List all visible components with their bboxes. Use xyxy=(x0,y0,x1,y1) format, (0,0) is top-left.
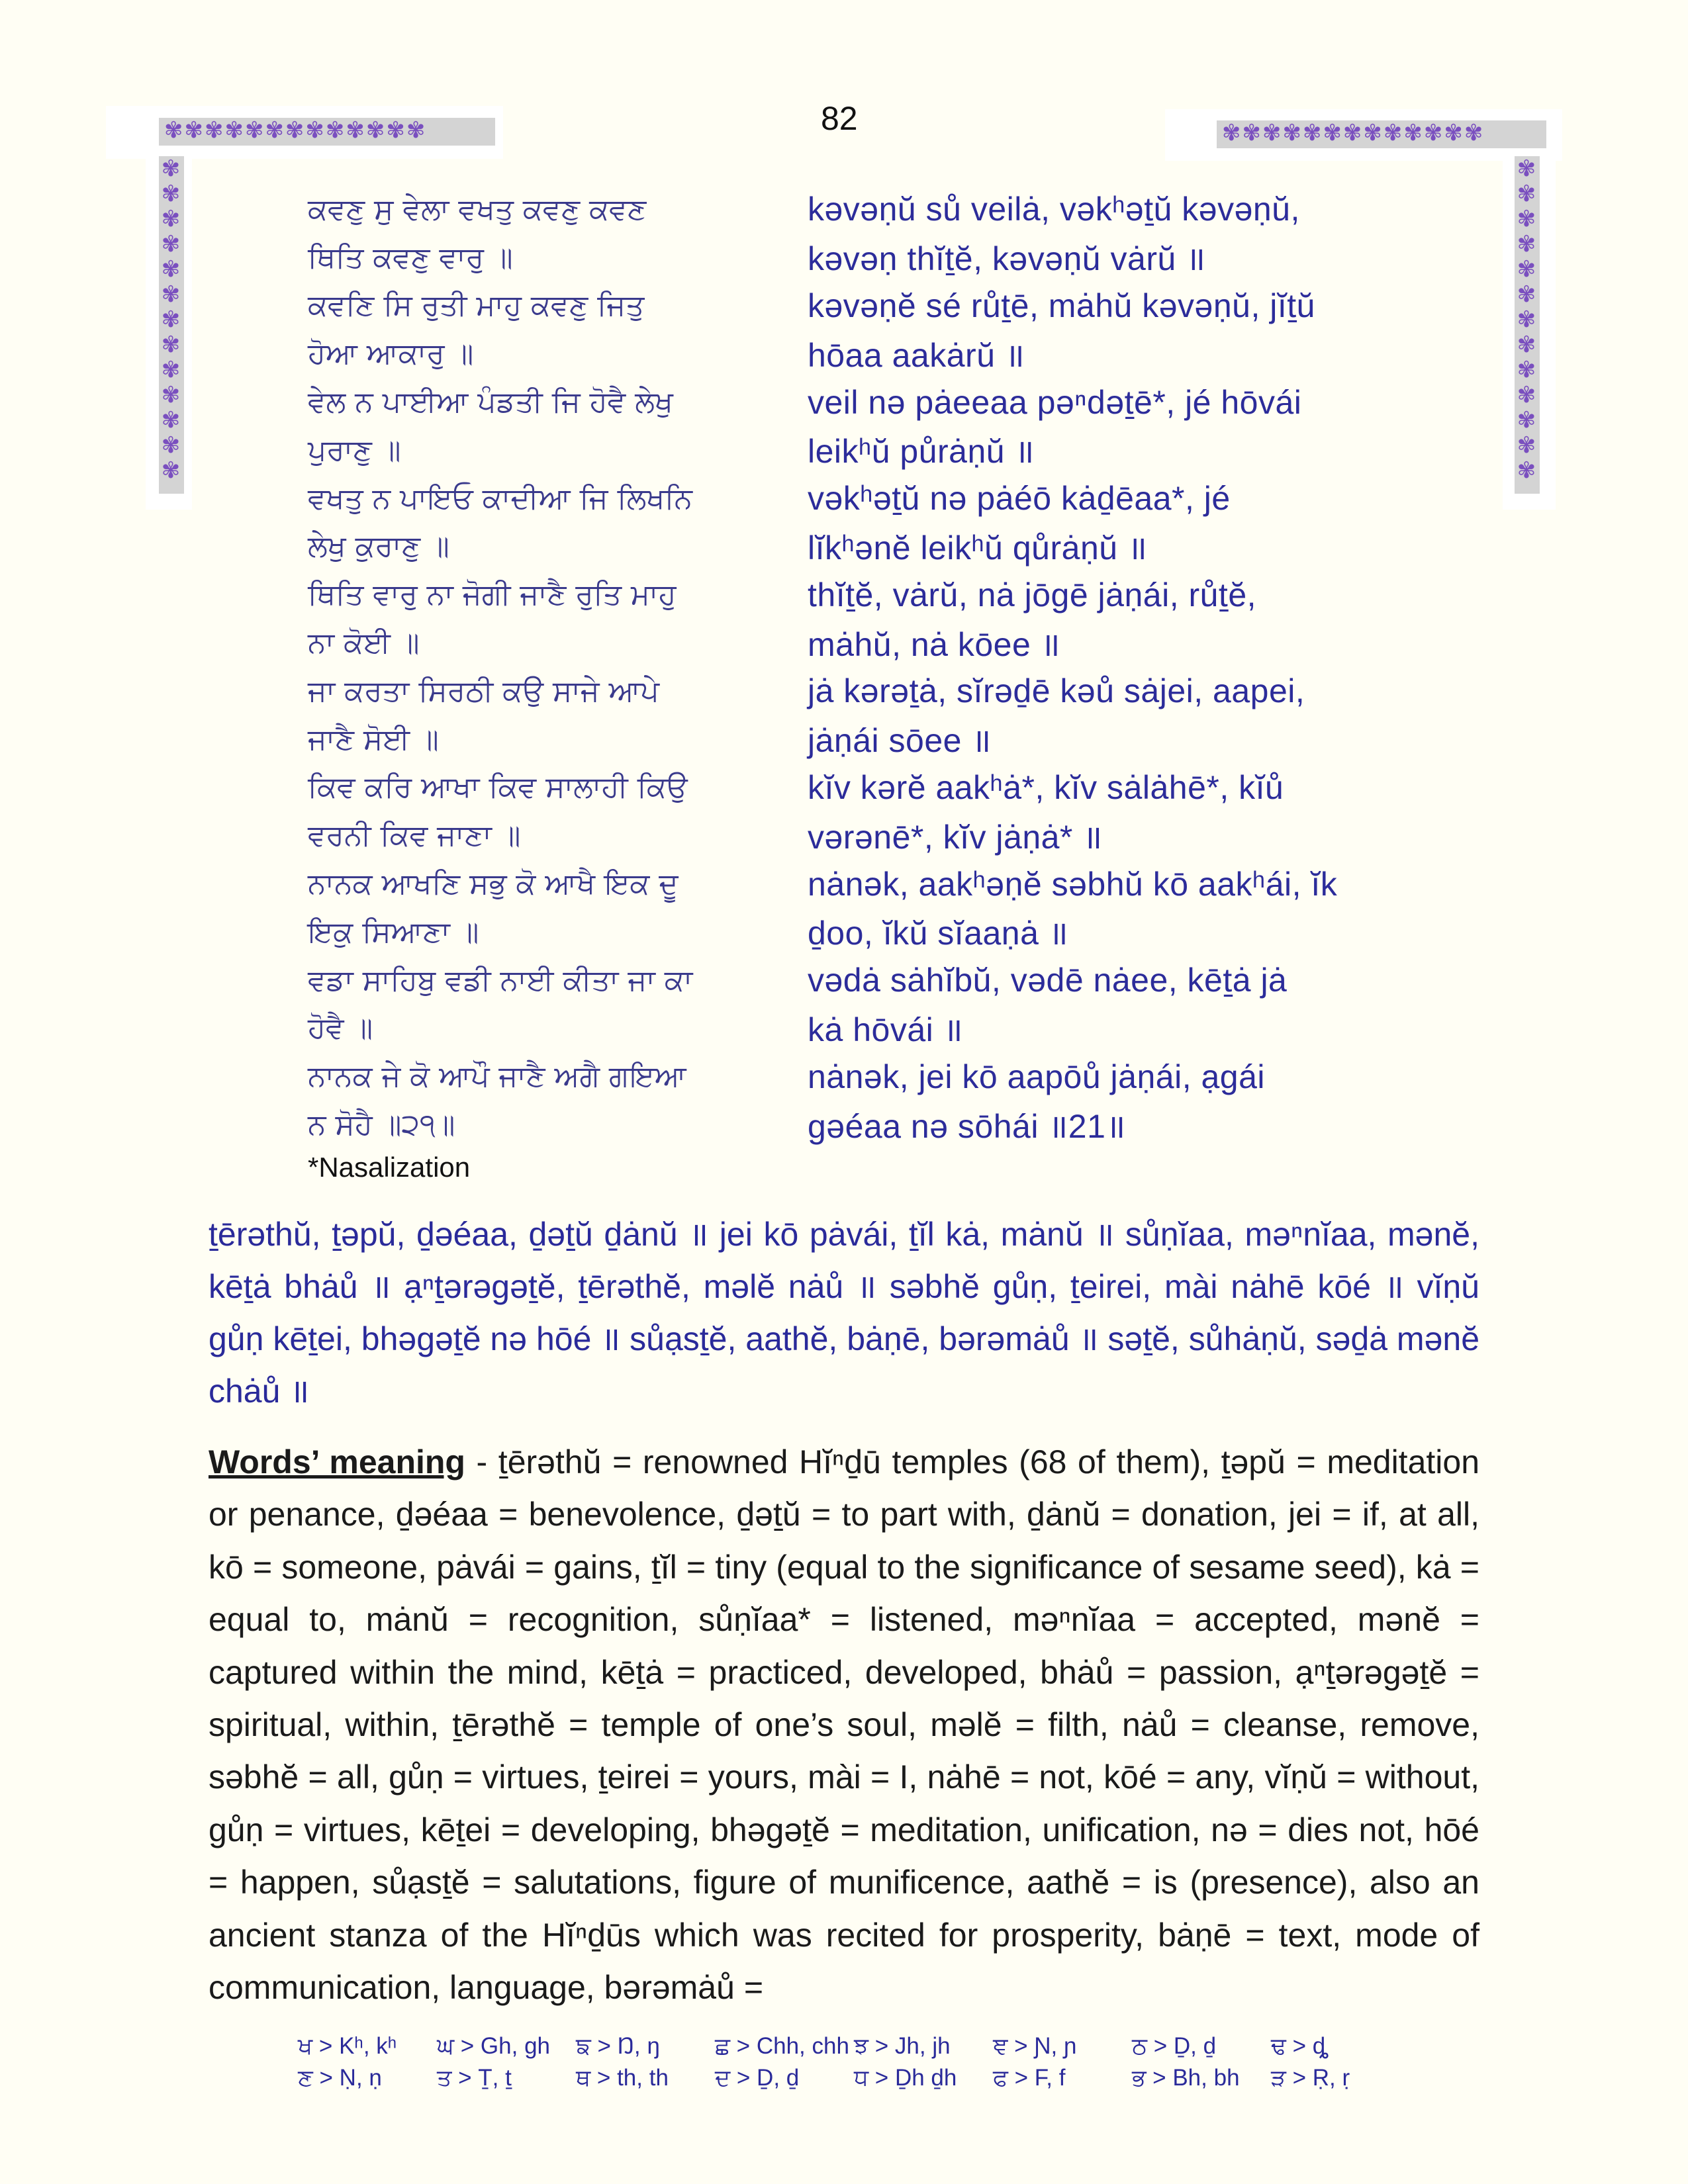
verse-row xyxy=(308,378,1513,426)
verse-row xyxy=(308,523,1513,571)
verse-row xyxy=(308,475,1513,523)
verse-row xyxy=(308,908,1513,956)
key-entry: ਛ > Chh, chh xyxy=(715,2033,849,2059)
transliteration-line: kəvəṇĕ sé růṯē, mȧhŭ kəvəṇŭ, jĭṯŭ xyxy=(808,287,1315,324)
gurmukhi-line: ਨਾ ਕੋਈ ॥ xyxy=(308,626,420,660)
verse-table xyxy=(308,185,1513,1149)
verse-row xyxy=(308,619,1513,667)
verse-row xyxy=(308,860,1513,908)
transliteration-line: kəvəṇ thĭṯĕ, kəvəṇŭ vȧrŭ ॥ xyxy=(808,240,1206,278)
verse-row xyxy=(308,330,1513,378)
verse-row xyxy=(308,570,1513,619)
gurmukhi-line: ਵਰਨੀ ਕਿਵ ਜਾਣਾ ॥ xyxy=(308,819,521,853)
words-meaning-label: Words’ meaning xyxy=(209,1443,465,1480)
nasalization-note: *Nasalization xyxy=(308,1152,471,1183)
gurmukhi-line: ਹੋਆ ਆਕਾਰੁ ॥ xyxy=(308,337,474,371)
transliteration-line: veil nə pȧeeaa pəⁿdəṯē*, jé hōvái xyxy=(808,383,1302,421)
transliteration-line: vəkʰəṯŭ nə pȧéō kȧḏēaa*, jé xyxy=(808,480,1231,518)
verse-row xyxy=(308,1101,1513,1149)
transliteration-line: nȧnək, jei kō aapōů jȧṇái, ạgái xyxy=(808,1058,1266,1095)
gurmukhi-line: ਲੇਖੁ ਕੁਰਾਣੁ ॥ xyxy=(308,529,449,564)
verse-row xyxy=(308,234,1513,282)
transliteration-line: kəvəṇŭ sů veilȧ, vəkʰəṯŭ kəvəṇŭ, xyxy=(808,191,1300,228)
gurmukhi-line: ਹੋਵੈ ॥ xyxy=(308,1011,373,1046)
gurmukhi-line: ਵਖਤੁ ਨ ਪਾਇਓ ਕਾਦੀਆ ਜਿ ਲਿਖਨਿ xyxy=(308,481,692,516)
gurmukhi-line: ਵਡਾ ਸਾਹਿਬੁ ਵਡੀ ਨਾਈ ਕੀਤਾ ਜਾ ਕਾ xyxy=(308,963,693,997)
transliteration-line: kĭv kərĕ aakʰȧ*, kĭv sȧlȧhē*, kĭů xyxy=(808,768,1284,806)
words-meaning-section xyxy=(209,1436,1479,2014)
ornament-border-side-left: ✾ ✾ ✾ ✾ ✾ ✾ ✾ ✾ ✾ ✾ ✾ ✾ ✾ xyxy=(159,156,184,494)
transliteration-paragraph: ṯērəthŭ, ṯəpŭ, ḏəéaa, ḏəṯŭ ḏȧnŭ ॥ jei kō pȧvái, ṯĭl kȧ, mȧnŭ ॥ sůṇĭaa, məⁿnĭaa, mənĕ, kēṯȧ bhȧů ॥ ạⁿṯərəgəṯĕ, ṯērəthĕ, məlĕ nȧů ॥ səbhĕ gůṇ, ṯeirei, mài nȧhē kōé ॥ vĭṇŭ gůṇ kēṯei, bhəgəṯĕ nə hōé ॥ sůạsṯĕ, aathĕ, bȧṇē, bərəmȧů ॥ səṯĕ, sůhȧṇŭ, səḏȧ mənĕ chȧů ॥ xyxy=(209,1216,1479,1410)
key-entry: ਞ > Ɲ, ɲ xyxy=(993,2033,1077,2059)
gurmukhi-line: ਨਾਨਕ ਜੇ ਕੋ ਆਪੌ ਜਾਣੈ ਅਗੈ ਗਇਆ xyxy=(308,1060,686,1094)
transliteration-line: jȧ kərəṯȧ, sĭrəḏē kəů sȧjei, aapei, xyxy=(808,672,1305,710)
key-entry: ੜ > Ṛ, ṛ xyxy=(1271,2065,1350,2091)
verse-row xyxy=(308,185,1513,234)
key-row xyxy=(298,2062,1423,2094)
transliteration-line: vərənē*, kĭv jȧṇȧ* ॥ xyxy=(808,818,1103,856)
verse-row xyxy=(308,1005,1513,1053)
ornament-border-side-right: ✾ ✾ ✾ ✾ ✾ ✾ ✾ ✾ ✾ ✾ ✾ ✾ ✾ xyxy=(1515,156,1540,494)
words-meaning-paragraph xyxy=(209,1436,1479,2014)
verse-row xyxy=(308,715,1513,764)
verse-row xyxy=(308,764,1513,812)
ornament-border-top-left: ✾✾✾✾✾✾✾✾✾✾✾✾✾ xyxy=(159,118,495,146)
gurmukhi-line: ਵੇਲ ਨ ਪਾਈਆ ਪੰਡਤੀ ਜਿ ਹੋਵੈ ਲੇਖੁ xyxy=(308,385,673,420)
key-entry: ਦ > Ḏ, ḏ xyxy=(715,2065,800,2091)
transliteration-line: ḏoo, ĭkŭ sĭaaṇȧ ॥ xyxy=(808,915,1069,952)
key-row xyxy=(298,2030,1423,2062)
transliteration-line: hōaa aakȧrŭ ॥ xyxy=(808,336,1025,374)
gurmukhi-line: ਥਿਤਿ ਕਵਣੁ ਵਾਰੁ ॥ xyxy=(308,240,513,275)
transliteration-line: jȧṇái sōee ॥ xyxy=(808,722,992,760)
key-entry: ਙ > Ŋ, ŋ xyxy=(576,2033,660,2059)
transliteration-line: kȧ hōvái ॥ xyxy=(808,1011,964,1048)
transliteration-line: lĭkʰənĕ leikʰŭ qůrȧṇŭ ॥ xyxy=(808,529,1148,567)
page-number: 82 xyxy=(821,100,858,137)
transliteration-key xyxy=(298,2030,1423,2094)
key-entry: ਭ > Bh, bh xyxy=(1132,2065,1240,2091)
key-entry: ਣ > Ṇ, ṇ xyxy=(298,2065,382,2091)
transliteration-line: mȧhŭ, nȧ kōee ॥ xyxy=(808,625,1061,663)
key-entry: ਥ > th, th xyxy=(576,2065,669,2091)
verse-row xyxy=(308,426,1513,475)
gurmukhi-line: ਜਾ ਕਰਤਾ ਸਿਰਠੀ ਕਉ ਸਾਜੇ ਆਪੇ xyxy=(308,674,659,708)
gurmukhi-line: ਨਾਨਕ ਆਖਣਿ ਸਭੁ ਕੋ ਆਖੈ ਇਕ ਦੂ xyxy=(308,867,679,901)
gurmukhi-line: ਕਿਵ ਕਰਿ ਆਖਾ ਕਿਵ ਸਾਲਾਹੀ ਕਿਉ xyxy=(308,770,688,805)
gurmukhi-line: ਇਕੁ ਸਿਆਣਾ ॥ xyxy=(308,915,479,949)
transliteration-line: leikʰŭ půrȧṇŭ ॥ xyxy=(808,433,1035,471)
transliteration-line: vədȧ sȧhĭbŭ, vədē nȧee, kēṯȧ jȧ xyxy=(808,962,1288,999)
key-entry: ਧ > Ḏh ḏh xyxy=(854,2065,957,2091)
gurmukhi-line: ਨ ਸੋਹੈ ॥੨੧॥ xyxy=(308,1108,455,1142)
verse-row xyxy=(308,1052,1513,1101)
transliteration-line: thĭṯĕ, vȧrŭ, nȧ jōgē jȧṇái, růṯĕ, xyxy=(808,576,1257,614)
verse-row xyxy=(308,811,1513,860)
verse-row xyxy=(308,282,1513,330)
words-meaning-text: - ṯērəthŭ = renowned Hĭⁿḏū temples (68 of them), ṯəpŭ = meditation or penance, ḏəéaa = benevolence, ḏəṯŭ = to part with, ḏȧnŭ = donation, jei = if, at all, kō = someone, pȧvái = gains, ṯĭl = tiny (equal to the significance of sesame seed), kȧ = equal to, mȧnŭ = recognition, sůṇĭaa* = listened, məⁿnĭaa = accepted, mənĕ = captured within the mind, kēṯȧ = practiced, developed, bhȧů = passion, ạⁿṯərəgəṯĕ = spiritual, within, ṯērəthĕ = temple of one’s soul, məlĕ = filth, nȧů = cleanse, remove, səbhĕ = all, gůṇ = virtues, ṯeirei = yours, mài = I, nȧhē = not, kōé = any, vĭṇŭ = without, gůṇ = virtues, kēṯei = developing, bhəgəṯĕ = meditation, unification, nə = dies not, hōé = happen, sůạsṯĕ = salutations, figure of munificence, aathĕ = is (presence), also an ancient stanza of the Hĭⁿḏūs which was recited for prosperity, bȧṇē = text, mode of communication, language, bərəmȧů = xyxy=(209,1443,1480,2007)
transliteration-line: gəéaa nə sōhái ॥21॥ xyxy=(808,1107,1126,1145)
ornament-border-top-right: ✾✾✾✾✾✾✾✾✾✾✾✾✾ xyxy=(1217,120,1546,148)
key-entry: ਢ > ȡ xyxy=(1271,2033,1329,2059)
key-entry: ਖ > Kʰ, kʰ xyxy=(298,2033,397,2059)
gurmukhi-line: ਕਵਣਿ ਸਿ ਰੁਤੀ ਮਾਹੁ ਕਵਣੁ ਜਿਤੁ xyxy=(308,289,645,323)
gurmukhi-line: ਕਵਣੁ ਸੁ ਵੇਲਾ ਵਖਤੁ ਕਵਣੁ ਕਵਣ xyxy=(308,192,647,226)
verse-row xyxy=(308,667,1513,715)
verse-row xyxy=(308,956,1513,1005)
gurmukhi-line: ਜਾਣੈ ਸੋਈ ॥ xyxy=(308,722,439,756)
key-entry: ਫ > F, f xyxy=(993,2065,1066,2091)
key-entry: ਘ > Gh, gh xyxy=(437,2033,550,2059)
key-entry: ਝ > Jh, jh xyxy=(854,2033,951,2059)
gurmukhi-line: ਪੁਰਾਣੁ ॥ xyxy=(308,433,401,467)
gurmukhi-line: ਥਿਤਿ ਵਾਰੁ ਨਾ ਜੋਗੀ ਜਾਣੈ ਰੁਤਿ ਮਾਹੁ xyxy=(308,578,677,612)
key-entry: ਠ > Ḏ, ḏ xyxy=(1132,2033,1217,2059)
transliteration-line: nȧnək, aakʰəṇĕ səbhŭ kō aakʰái, ĭk xyxy=(808,865,1338,903)
key-entry: ਤ > Ṯ, ṯ xyxy=(437,2065,512,2091)
